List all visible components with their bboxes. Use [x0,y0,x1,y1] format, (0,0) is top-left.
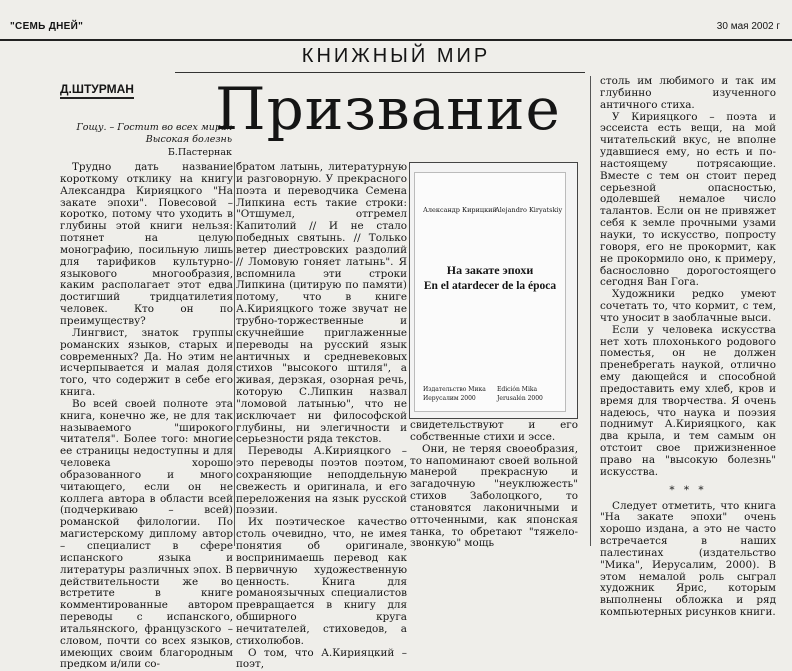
newspaper-header [0,17,792,41]
paragraph: Лингвист, знаток группы романских языков, старых и современных? Да. Но этим не исчерпывается и малая доля того, что содержит в себе его книга. [60,326,233,399]
section-separator: * * * [669,483,707,496]
section-rubric [0,42,792,70]
newspaper-name: "СЕМЬ ДНЕЙ" [10,21,84,32]
article-author: Д.ШТУРМАН [60,82,134,99]
cover-publisher-name-ru: Издательство Мика [423,386,486,393]
epigraph [60,122,232,159]
epigraph-source: Б.Пастернак [167,147,232,158]
paragraph: братом латынь, литературную и разговорную. У прекрасного поэта и переводчика Семена Липкина есть такие строки: "Отшумел, отгремел Капитолий // И не стало победных святынь. // Только ветер диестровских раздолий // Ломовую гоняет латынь". Я вспомнила эти строки Липкина (цитирую по памяти) потому, что в книге А.Кирияцкого тоже звучат не трубно-торжественные и скучнейшие приглаженные переводы на русский язык античных и средневековых стихов "высокого штиля", а живая, дерзкая, озорная речь, которую С.Липкин назвал "ломовой латынью", что не исключает ни философской глубины, ни элегичности и серьезности ряда текстов. [236,161,407,446]
issue-date: 30 мая 2002 г [716,21,780,32]
epigraph-line-2: Высокая болезнь [145,134,232,145]
text-column-4 [600,75,776,619]
text-column-2 [236,161,407,671]
column-divider [234,162,235,546]
cover-city-ru: Иерусалим 2000 [423,395,476,402]
paragraph: У Кирияцкого – поэта и эссеиста есть вещи, на мой читательский вкус, не вполне удавшиеся ему, но есть и по-настоящему потрясающие. Вместе с тем он стоит перед серьезной опасностью, одолевшей немалое число талантов. Если он не привяжет себя к земле прочными узами науки, то искусство, попросту говоря, его не прокормит, как не прокормило оно, к примеру, баснословно дорогостоящего сегодня Ван Гога. [600,110,776,289]
paragraph: Художники редко умеют сочетать то, что кормит, с тем, что уносит в заоблачные выси. [600,288,776,324]
cover-title-es: En el atardecer de la época [423,280,557,292]
text-column-1 [60,161,233,671]
paragraph: Во всей своей полноте эта книга, конечно же, не для так называемого "широкого читателя". Более того: многие ее страницы недоступны и для человека хорошо образованного и много читающего, если он не коллега автора в области всей (подчеркиваю – всей) романской филологии. По магистерскому диплому автор – специалист в сфере испанского языка и литературы различных эпох. В действительности же во встретите в книге комментированные автором переводы с испанского, итальянского, французского – словом, почти со всех языков, имеющих своим благородным предком и/или со- [60,397,233,671]
cover-author-es: Alejandro Kiryatskiy [495,206,563,214]
cover-publisher-ru [423,385,486,403]
cover-author-ru: Александр Кирицкий [423,206,497,214]
paragraph: О том, что А.Кирияцкий – поэт, [236,646,407,671]
rubric-title: КНИЖНЫЙ МИР [301,45,491,67]
paragraph: Если у человека искусства нет хоть плохонького родового поместья, он не должен пренебрегать наукой, отлично ему дающейся и способной предоставить ему хлеб, кров и время для творчества. Я очень надеюсь, что наука и поэзия поднимут А.Кирияцкого, как два крыла, и тем самым он отстоит свое прижизненное право на "высокую болезнь" искусства. [600,323,776,478]
text-column-3 [410,419,578,550]
cover-publisher-name-es: Edición Mika [497,386,538,393]
paragraph: Трудно дать название короткому отклику на книгу Александра Кирияцкого "На закате эпохи". Повесовой – коротко, потому что уходить в глубины этой книги нельзя: потянет на целую монографию, посильную лишь для тарификов культурно-языкового многообразия, каким располагает этот едва достигший тридцатилетия человек. Кто он по преимуществу? [60,161,233,327]
paragraph: столь им любимого и так им глубинно изученного античного стиха. [600,75,776,111]
top-strip [0,0,792,16]
paragraph: Переводы А.Кирияцкого – это переводы поэтов поэтом, сохраняющие неподдельную свежесть и оригинала, и его переложения на язык русской поэзии. [236,445,407,517]
paragraph: свидетельствуют и его собственные стихи и эссе. [410,419,578,443]
article-title: Призвание [215,75,561,143]
paragraph: Следует отметить, что книга "На закате эпохи" очень хорошо издана, а это не часто встречается в наших палестинах (издательство "Мика", Иерусалим, 2000). В этом немалой роль сыграл художник Ярис, которым выполнены обложка и ряд компьютерных рисунков книги. [600,499,776,619]
column-divider [590,76,591,546]
cover-city-es: Jerusalén 2000 [497,395,543,402]
paragraph: Они, не теряя своеобразия, то напоминают своей вольной манерой прекрасную и загадочную "неуклюжесть" стихов Заболоцкого, то становятся лаконичными и отточенными, как японская танка, то обретают "тяжело-звонкую" мощь [410,442,578,550]
book-cover-image [414,172,566,412]
cover-publisher-es [497,385,543,403]
epigraph-line-1: Гощу. – Гостит во всех мирах [76,122,232,133]
paragraph: Их поэтическое качество столь очевидно, что, не имея понятия об оригинале, воспринимаешь перевод как первичную художественную ценность. Книга для романоязычных специалистов превращается в книгу для обширного круга нечитателей, стиховедов, а стихолюбов. [236,516,407,647]
cover-title-ru: На закате эпохи [446,263,534,277]
rubric-divider [175,72,585,73]
